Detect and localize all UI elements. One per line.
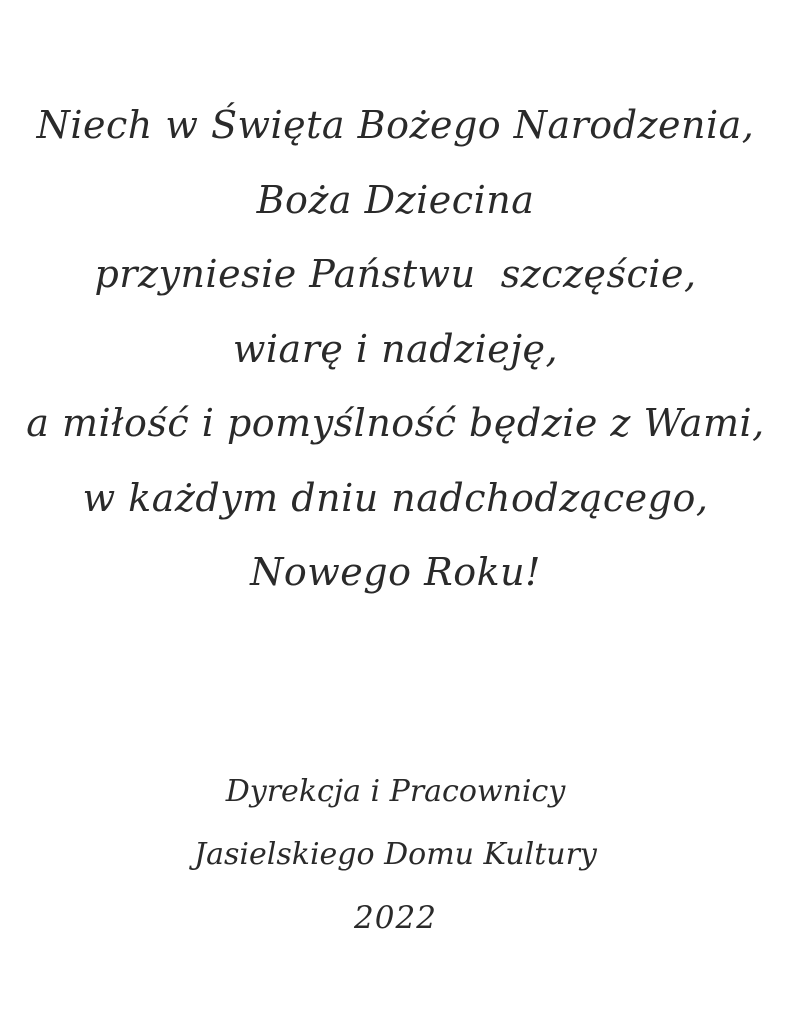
greeting-line: wiarę i nadzieję, bbox=[232, 326, 559, 371]
greeting-line: Niech w Święta Bożego Narodzenia, bbox=[36, 103, 755, 147]
greeting-line: a miłość i pomyślność będzie z Wami, bbox=[26, 401, 765, 445]
greeting-line: Nowego Roku! bbox=[250, 550, 541, 594]
signature-block bbox=[0, 760, 791, 886]
year-text: 2022 bbox=[354, 900, 437, 936]
greeting-line: Boża Dziecina bbox=[256, 177, 535, 222]
greeting-line: w każdym dniu nadchodzącego, bbox=[82, 475, 709, 520]
greeting-text bbox=[0, 88, 791, 610]
signature-line: Dyrekcja i Pracownicy bbox=[225, 774, 566, 809]
signature-line: Jasielskiego Domu Kultury bbox=[194, 837, 597, 872]
greeting-line: przyniesie Państwu szczęście, bbox=[94, 252, 697, 296]
